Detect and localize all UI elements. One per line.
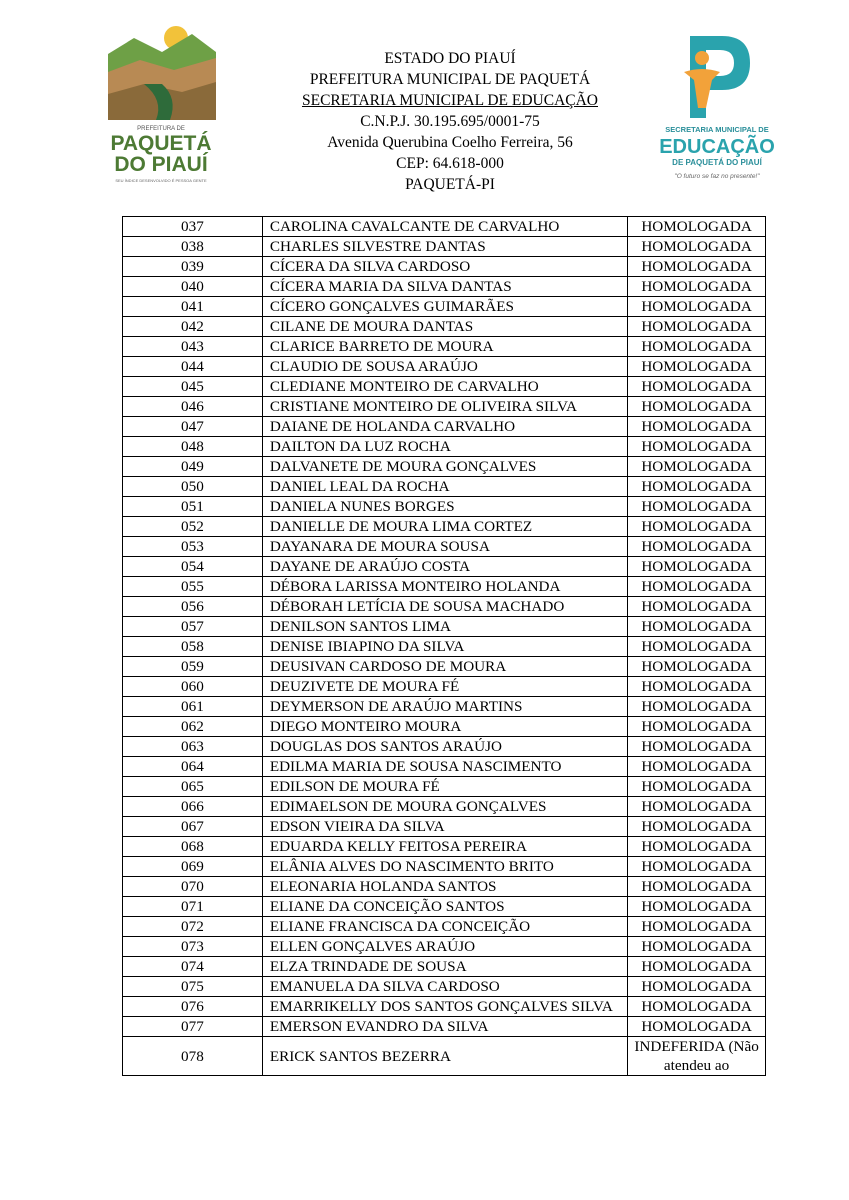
row-name: DÉBORA LARISSA MONTEIRO HOLANDA bbox=[262, 577, 627, 597]
row-name: ERICK SANTOS BEZERRA bbox=[262, 1037, 627, 1076]
row-status: HOMOLOGADA bbox=[628, 277, 766, 297]
row-status: HOMOLOGADA bbox=[628, 497, 766, 517]
logo-caption: PREFEITURA DE bbox=[137, 126, 185, 132]
row-status: HOMOLOGADA bbox=[628, 697, 766, 717]
header-cep: CEP: 64.618-000 bbox=[396, 155, 504, 172]
table-row bbox=[123, 737, 766, 757]
row-number: 064 bbox=[123, 757, 263, 777]
row-number: 043 bbox=[123, 337, 263, 357]
logo-educacao-text: EDUCAÇÃO bbox=[659, 136, 775, 158]
row-name: DIEGO MONTEIRO MOURA bbox=[262, 717, 627, 737]
row-name: DENILSON SANTOS LIMA bbox=[262, 617, 627, 637]
row-status: HOMOLOGADA bbox=[628, 517, 766, 537]
row-number: 057 bbox=[123, 617, 263, 637]
row-number: 047 bbox=[123, 417, 263, 437]
row-status: HOMOLOGADA bbox=[628, 317, 766, 337]
row-name: CLAUDIO DE SOUSA ARAÚJO bbox=[262, 357, 627, 377]
row-number: 049 bbox=[123, 457, 263, 477]
row-number: 052 bbox=[123, 517, 263, 537]
row-number: 053 bbox=[123, 537, 263, 557]
table-row bbox=[123, 257, 766, 277]
header-state: ESTADO DO PIAUÍ bbox=[384, 50, 516, 67]
table-row bbox=[123, 317, 766, 337]
row-number: 072 bbox=[123, 917, 263, 937]
secretaria-logo bbox=[650, 28, 785, 188]
table-row bbox=[123, 837, 766, 857]
row-status: HOMOLOGADA bbox=[628, 777, 766, 797]
row-name: DAYANARA DE MOURA SOUSA bbox=[262, 537, 627, 557]
row-number: 044 bbox=[123, 357, 263, 377]
row-name: CHARLES SILVESTRE DANTAS bbox=[262, 237, 627, 257]
row-name: CÍCERO GONÇALVES GUIMARÃES bbox=[262, 297, 627, 317]
row-number: 075 bbox=[123, 977, 263, 997]
letterhead bbox=[240, 48, 660, 195]
row-status: HOMOLOGADA bbox=[628, 917, 766, 937]
row-name: DANIEL LEAL DA ROCHA bbox=[262, 477, 627, 497]
row-status: HOMOLOGADA bbox=[628, 237, 766, 257]
row-number: 069 bbox=[123, 857, 263, 877]
table-row bbox=[123, 237, 766, 257]
table-row bbox=[123, 417, 766, 437]
table-row bbox=[123, 877, 766, 897]
row-number: 073 bbox=[123, 937, 263, 957]
row-status: HOMOLOGADA bbox=[628, 257, 766, 277]
table-row bbox=[123, 377, 766, 397]
candidate-rows bbox=[123, 217, 766, 1076]
row-number: 070 bbox=[123, 877, 263, 897]
row-number: 054 bbox=[123, 557, 263, 577]
header-cnpj: C.N.P.J. 30.195.695/0001-75 bbox=[360, 113, 540, 130]
table-row bbox=[123, 1017, 766, 1037]
row-name: ELIANE FRANCISCA DA CONCEIÇÃO bbox=[262, 917, 627, 937]
table-row bbox=[123, 497, 766, 517]
table-row bbox=[123, 517, 766, 537]
row-name: ELIANE DA CONCEIÇÃO SANTOS bbox=[262, 897, 627, 917]
row-name: EMARRIKELLY DOS SANTOS GONÇALVES SILVA bbox=[262, 997, 627, 1017]
row-number: 066 bbox=[123, 797, 263, 817]
row-number: 078 bbox=[123, 1037, 263, 1076]
row-status: HOMOLOGADA bbox=[628, 717, 766, 737]
row-number: 056 bbox=[123, 597, 263, 617]
row-name: EMERSON EVANDRO DA SILVA bbox=[262, 1017, 627, 1037]
table-row bbox=[123, 757, 766, 777]
row-number: 060 bbox=[123, 677, 263, 697]
row-status: HOMOLOGADA bbox=[628, 577, 766, 597]
table-row bbox=[123, 1037, 766, 1076]
row-status: HOMOLOGADA bbox=[628, 857, 766, 877]
table-row bbox=[123, 717, 766, 737]
row-status: HOMOLOGADA bbox=[628, 837, 766, 857]
row-name: DANIELLE DE MOURA LIMA CORTEZ bbox=[262, 517, 627, 537]
table-row bbox=[123, 537, 766, 557]
row-number: 050 bbox=[123, 477, 263, 497]
row-name: DÉBORAH LETÍCIA DE SOUSA MACHADO bbox=[262, 597, 627, 617]
candidate-table bbox=[122, 216, 766, 1076]
row-status: HOMOLOGADA bbox=[628, 377, 766, 397]
row-name: EDUARDA KELLY FEITOSA PEREIRA bbox=[262, 837, 627, 857]
row-status: HOMOLOGADA bbox=[628, 537, 766, 557]
table-row bbox=[123, 477, 766, 497]
row-name: CÍCERA MARIA DA SILVA DANTAS bbox=[262, 277, 627, 297]
table-row bbox=[123, 217, 766, 237]
table-row bbox=[123, 797, 766, 817]
row-number: 062 bbox=[123, 717, 263, 737]
row-number: 065 bbox=[123, 777, 263, 797]
row-name: EDSON VIEIRA DA SILVA bbox=[262, 817, 627, 837]
row-status: HOMOLOGADA bbox=[628, 957, 766, 977]
row-number: 042 bbox=[123, 317, 263, 337]
row-number: 076 bbox=[123, 997, 263, 1017]
row-number: 051 bbox=[123, 497, 263, 517]
row-number: 063 bbox=[123, 737, 263, 757]
row-status: HOMOLOGADA bbox=[628, 357, 766, 377]
row-status: HOMOLOGADA bbox=[628, 757, 766, 777]
row-number: 038 bbox=[123, 237, 263, 257]
logo-paqueta-text: PAQUETÁ bbox=[110, 132, 212, 155]
row-name: DAIANE DE HOLANDA CARVALHO bbox=[262, 417, 627, 437]
row-status: HOMOLOGADA bbox=[628, 297, 766, 317]
table-row bbox=[123, 657, 766, 677]
row-number: 068 bbox=[123, 837, 263, 857]
row-number: 041 bbox=[123, 297, 263, 317]
row-number: 040 bbox=[123, 277, 263, 297]
table-row bbox=[123, 597, 766, 617]
row-name: DAYANE DE ARAÚJO COSTA bbox=[262, 557, 627, 577]
row-number: 067 bbox=[123, 817, 263, 837]
row-status: HOMOLOGADA bbox=[628, 397, 766, 417]
table-row bbox=[123, 337, 766, 357]
row-name: DAILTON DA LUZ ROCHA bbox=[262, 437, 627, 457]
row-name: DEYMERSON DE ARAÚJO MARTINS bbox=[262, 697, 627, 717]
table-row bbox=[123, 457, 766, 477]
table-row bbox=[123, 677, 766, 697]
row-name: DENISE IBIAPINO DA SILVA bbox=[262, 637, 627, 657]
row-status: HOMOLOGADA bbox=[628, 337, 766, 357]
row-name: EDIMAELSON DE MOURA GONÇALVES bbox=[262, 797, 627, 817]
header-address: Avenida Querubina Coelho Ferreira, 56 bbox=[327, 134, 573, 151]
row-number: 037 bbox=[123, 217, 263, 237]
row-status: HOMOLOGADA bbox=[628, 817, 766, 837]
table-row bbox=[123, 277, 766, 297]
logo-slogan: "O futuro se faz no presente!" bbox=[674, 173, 760, 180]
row-status: HOMOLOGADA bbox=[628, 737, 766, 757]
row-name: ELÂNIA ALVES DO NASCIMENTO BRITO bbox=[262, 857, 627, 877]
row-status: HOMOLOGADA bbox=[628, 877, 766, 897]
row-number: 045 bbox=[123, 377, 263, 397]
row-status: HOMOLOGADA bbox=[628, 997, 766, 1017]
row-name: CÍCERA DA SILVA CARDOSO bbox=[262, 257, 627, 277]
row-name: EMANUELA DA SILVA CARDOSO bbox=[262, 977, 627, 997]
row-status: INDEFERIDA (Não atendeu ao bbox=[628, 1037, 766, 1076]
row-name: CLARICE BARRETO DE MOURA bbox=[262, 337, 627, 357]
row-number: 039 bbox=[123, 257, 263, 277]
row-name: EDILMA MARIA DE SOUSA NASCIMENTO bbox=[262, 757, 627, 777]
table-row bbox=[123, 617, 766, 637]
row-name: EDILSON DE MOURA FÉ bbox=[262, 777, 627, 797]
table-row bbox=[123, 917, 766, 937]
table-row bbox=[123, 297, 766, 317]
row-status: HOMOLOGADA bbox=[628, 477, 766, 497]
table-row bbox=[123, 697, 766, 717]
row-status: HOMOLOGADA bbox=[628, 417, 766, 437]
table-row bbox=[123, 937, 766, 957]
row-name: DEUZIVETE DE MOURA FÉ bbox=[262, 677, 627, 697]
row-name: DANIELA NUNES BORGES bbox=[262, 497, 627, 517]
table-row bbox=[123, 397, 766, 417]
logo-tagline: SEU ÍNDICE DESENVOLVIDO É PESSOA GENTE bbox=[115, 178, 207, 183]
figure-head-shape bbox=[695, 51, 709, 65]
table-row bbox=[123, 637, 766, 657]
row-name: ELEONARIA HOLANDA SANTOS bbox=[262, 877, 627, 897]
row-status: HOMOLOGADA bbox=[628, 677, 766, 697]
row-status: HOMOLOGADA bbox=[628, 557, 766, 577]
table-row bbox=[123, 977, 766, 997]
logo-paqueta-caption: DE PAQUETÁ DO PIAUÍ bbox=[672, 158, 762, 167]
row-name: DALVANETE DE MOURA GONÇALVES bbox=[262, 457, 627, 477]
row-status: HOMOLOGADA bbox=[628, 657, 766, 677]
row-name: CILANE DE MOURA DANTAS bbox=[262, 317, 627, 337]
row-number: 046 bbox=[123, 397, 263, 417]
row-status: HOMOLOGADA bbox=[628, 617, 766, 637]
row-name: ELZA TRINDADE DE SOUSA bbox=[262, 957, 627, 977]
row-name: ELLEN GONÇALVES ARAÚJO bbox=[262, 937, 627, 957]
table-row bbox=[123, 897, 766, 917]
row-status: HOMOLOGADA bbox=[628, 977, 766, 997]
header-prefecture: PREFEITURA MUNICIPAL DE PAQUETÁ bbox=[309, 71, 591, 88]
row-number: 074 bbox=[123, 957, 263, 977]
table-row bbox=[123, 777, 766, 797]
row-status: HOMOLOGADA bbox=[628, 457, 766, 477]
row-name: CAROLINA CAVALCANTE DE CARVALHO bbox=[262, 217, 627, 237]
row-number: 071 bbox=[123, 897, 263, 917]
table-row bbox=[123, 997, 766, 1017]
row-status: HOMOLOGADA bbox=[628, 437, 766, 457]
row-name: CLEDIANE MONTEIRO DE CARVALHO bbox=[262, 377, 627, 397]
logo-secretaria-caption: SECRETARIA MUNICIPAL DE bbox=[665, 125, 769, 134]
header-city: PAQUETÁ-PI bbox=[405, 176, 495, 193]
prefeitura-logo bbox=[104, 22, 219, 192]
row-status: HOMOLOGADA bbox=[628, 897, 766, 917]
row-number: 048 bbox=[123, 437, 263, 457]
row-status: HOMOLOGADA bbox=[628, 1017, 766, 1037]
row-number: 077 bbox=[123, 1017, 263, 1037]
row-name: DEUSIVAN CARDOSO DE MOURA bbox=[262, 657, 627, 677]
row-name: CRISTIANE MONTEIRO DE OLIVEIRA SILVA bbox=[262, 397, 627, 417]
table-row bbox=[123, 437, 766, 457]
row-number: 059 bbox=[123, 657, 263, 677]
row-status: HOMOLOGADA bbox=[628, 797, 766, 817]
table-row bbox=[123, 557, 766, 577]
header-secretariat: SECRETARIA MUNICIPAL DE EDUCAÇÃO bbox=[301, 92, 598, 109]
row-status: HOMOLOGADA bbox=[628, 597, 766, 617]
table-row bbox=[123, 857, 766, 877]
table-row bbox=[123, 817, 766, 837]
row-name: DOUGLAS DOS SANTOS ARAÚJO bbox=[262, 737, 627, 757]
row-status: HOMOLOGADA bbox=[628, 637, 766, 657]
table-row bbox=[123, 577, 766, 597]
row-status: HOMOLOGADA bbox=[628, 217, 766, 237]
logo-piaui-text: DO PIAUÍ bbox=[114, 153, 208, 176]
row-number: 055 bbox=[123, 577, 263, 597]
table-row bbox=[123, 357, 766, 377]
table-row bbox=[123, 957, 766, 977]
row-status: HOMOLOGADA bbox=[628, 937, 766, 957]
row-number: 061 bbox=[123, 697, 263, 717]
row-number: 058 bbox=[123, 637, 263, 657]
